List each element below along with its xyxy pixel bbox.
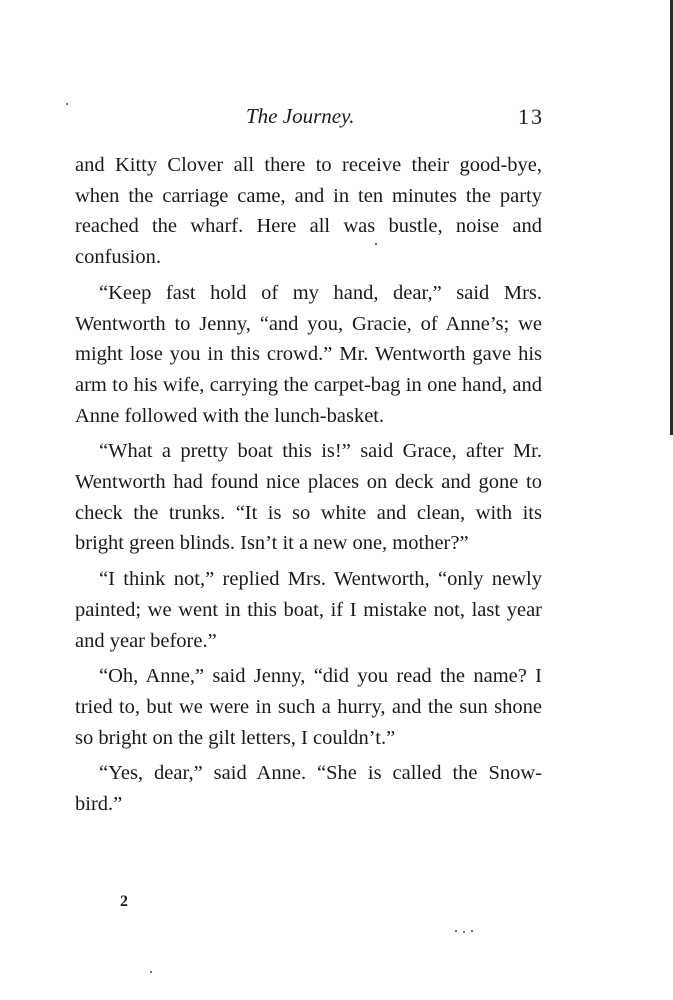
signature-mark: 2: [120, 893, 128, 910]
running-title: The Journey.: [246, 104, 355, 128]
paragraph-continued: and Kitty Clover all there to receive their good-bye, when the carriage came, and in ten minutes the party reached the wharf. Here all was bustle, noise and confusion.: [75, 154, 542, 269]
body-text: [75, 150, 542, 820]
paragraph: “Yes, dear,” said Anne. “She is called the Snow-bird.”: [75, 762, 542, 816]
page-number: 13: [518, 104, 544, 129]
paragraph: “Oh, Anne,” said Jenny, “did you read the name? I tried to, but we were in such a hurry, and the sun shone so bright on the gilt letters, I couldn’t.”: [75, 665, 542, 749]
paragraph: “I think not,” replied Mrs. Wentworth, “only newly painted; we went in this boat, if I mistake not, last year and year before.”: [75, 568, 542, 652]
paper-speck: [455, 930, 457, 932]
paragraph: “Keep fast hold of my hand, dear,” said Mrs. Wentworth to Jenny, “and you, Gracie, of Anne’s; we might lose you in this crowd.” Mr. Wentworth gave his arm to his wife, carrying the carpet-bag in one hand, and Anne followed with the lunch-basket.: [75, 281, 542, 427]
running-head: [0, 104, 673, 134]
paper-speck: [471, 930, 473, 932]
paper-speck: [150, 971, 152, 973]
paper-speck: [375, 243, 377, 245]
paper-speck: [463, 931, 465, 933]
paragraph: “What a pretty boat this is!” said Grace, after Mr. Wentworth had found nice places on deck and gone to check the trunks. “It is so white and clean, with its bright green blinds. Isn’t it a new one, mother?”: [75, 440, 542, 555]
paper-speck: [66, 103, 68, 105]
